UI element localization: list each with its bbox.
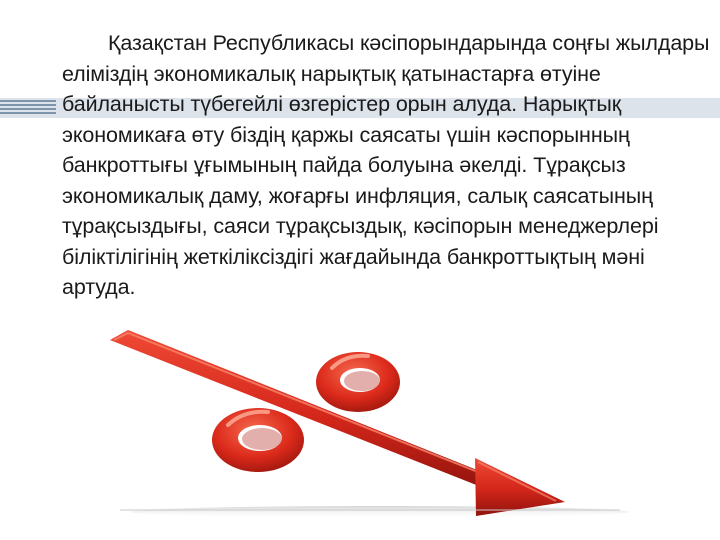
- body-paragraph: Қазақстан Республикасы кәсіпорындарында соңғы жылдары еліміздің экономикалық нарықтық қатынастарға өтуіне байланысты түбегейлі өзгерістер орын алуда. Нарықтық экономикаға өту біздің қаржы саясаты үшін кәспорынның банкроттығы ұғымының пайда болуына әкелді. Тұрақсыз экономикалық даму, жоғарғы инфляция, салық саясатының тұрақсыздығы, саяси тұрақсыздық, кәсіпорын менеджерлері біліктілігінің жеткіліксіздігі жағдайында банкроттықтың мәні артуда.: [62, 31, 710, 299]
- percent-decline-arrow-icon: [110, 330, 630, 530]
- caption-strip: [120, 505, 620, 515]
- upper-percent-ring: [316, 352, 400, 412]
- accent-stripe: [0, 100, 56, 116]
- lower-percent-ring: [212, 408, 304, 472]
